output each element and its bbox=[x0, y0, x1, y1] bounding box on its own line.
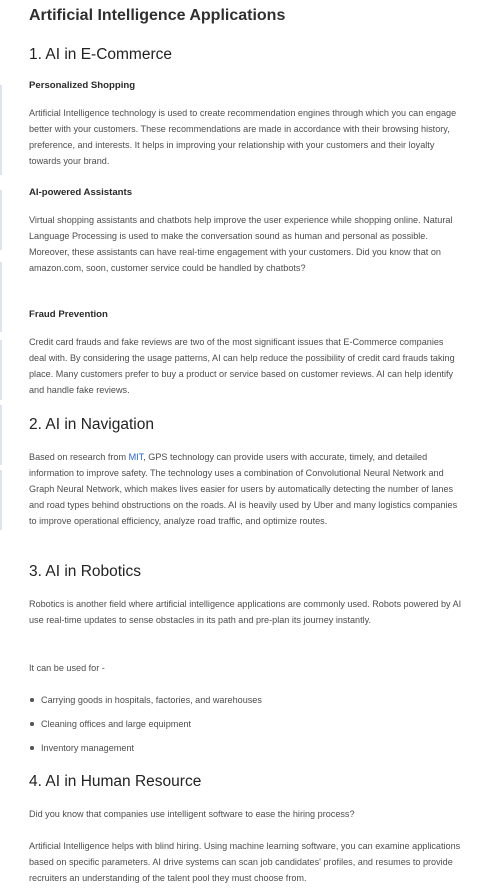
paragraph-robotics: Robotics is another field where artificial intelligence applications are commonly used. Robots powered by AI use real-time updates to sense obstacles in its path and pre-plan its journey instantly. bbox=[29, 599, 462, 625]
navigation-text-start: Based on research from bbox=[29, 452, 129, 462]
paragraph-personalized-shopping: Artificial Intelligence technology is used to create recommendation engines through which you can engage better with your customers. These recommendations are made in accordance with their browsing history, preference, and interests. It helps in improving your relationship with your customers and their loyalty towards your brand. bbox=[29, 108, 457, 166]
paragraph-fraud-prevention: Credit card frauds and fake reviews are two of the most significant issues that E-Commerce companies deal with. By considering the usage patterns, AI can help reduce the possibility of credit card frauds taking place. Many customers prefer to buy a product or service based on customer reviews. AI can help identify and handle fake reviews. bbox=[29, 337, 455, 395]
section-heading-robotics: 3. AI in Robotics bbox=[29, 563, 142, 580]
robotics-list-intro: It can be used for - bbox=[29, 663, 105, 673]
left-edge-decoration bbox=[0, 0, 2, 895]
list-item-text: Carrying goods in hospitals, factories, and warehouses bbox=[41, 695, 262, 705]
bullet-dot-icon bbox=[30, 722, 34, 726]
page-title: Artificial Intelligence Applications bbox=[29, 7, 286, 24]
bullet-dot-icon bbox=[30, 698, 34, 702]
list-item bbox=[29, 693, 463, 717]
list-item bbox=[29, 741, 463, 765]
section-heading-ecommerce: 1. AI in E-Commerce bbox=[29, 46, 172, 63]
section-heading-human-resource: 4. AI in Human Resource bbox=[29, 773, 202, 790]
paragraph-ai-assistants: Virtual shopping assistants and chatbots help improve the user experience while shopping online. Natural Language Processing is used to make the conversation sound as human and personal as possible. Moreover, these assistants can have real-time engagement with your customers. Did you know that on amazon.com, soon, customer service could be handled by chatbots? bbox=[29, 215, 453, 273]
list-item-text: Inventory management bbox=[41, 743, 135, 753]
section-heading-navigation: 2. AI in Navigation bbox=[29, 416, 154, 433]
subheading-ai-assistants: AI-powered Assistants bbox=[29, 187, 133, 198]
paragraph-navigation bbox=[29, 449, 463, 529]
paragraph-hr-intro: Did you know that companies use intelligent software to ease the hiring process? bbox=[29, 809, 355, 819]
bullet-dot-icon bbox=[30, 746, 34, 750]
subheading-fraud-prevention: Fraud Prevention bbox=[29, 309, 108, 320]
list-item bbox=[29, 717, 463, 741]
robotics-use-list bbox=[29, 693, 463, 765]
mit-link[interactable]: MIT bbox=[128, 452, 144, 462]
paragraph-hr-blind-hiring: Artificial Intelligence helps with blind hiring. Using machine learning software, you can examine applications based on specific parameters. AI drive systems can scan job candidates' profiles, and resumes to provide recruiters an understanding of the talent pool they must choose from. bbox=[29, 841, 461, 883]
subheading-personalized-shopping: Personalized Shopping bbox=[29, 80, 136, 91]
navigation-text-end: , GPS technology can provide users with accurate, timely, and detailed information to improve safety. The technology uses a combination of Convolutional Neural Network and Graph Neural Network, which makes lives easier for users by automatically detecting the number of lanes and road types behind obstructions on the roads. AI is heavily used by Uber and many logistics companies to improve operational efficiency, analyze road traffic, and optimize routes. bbox=[29, 452, 458, 526]
list-item-text: Cleaning offices and large equipment bbox=[41, 719, 191, 729]
